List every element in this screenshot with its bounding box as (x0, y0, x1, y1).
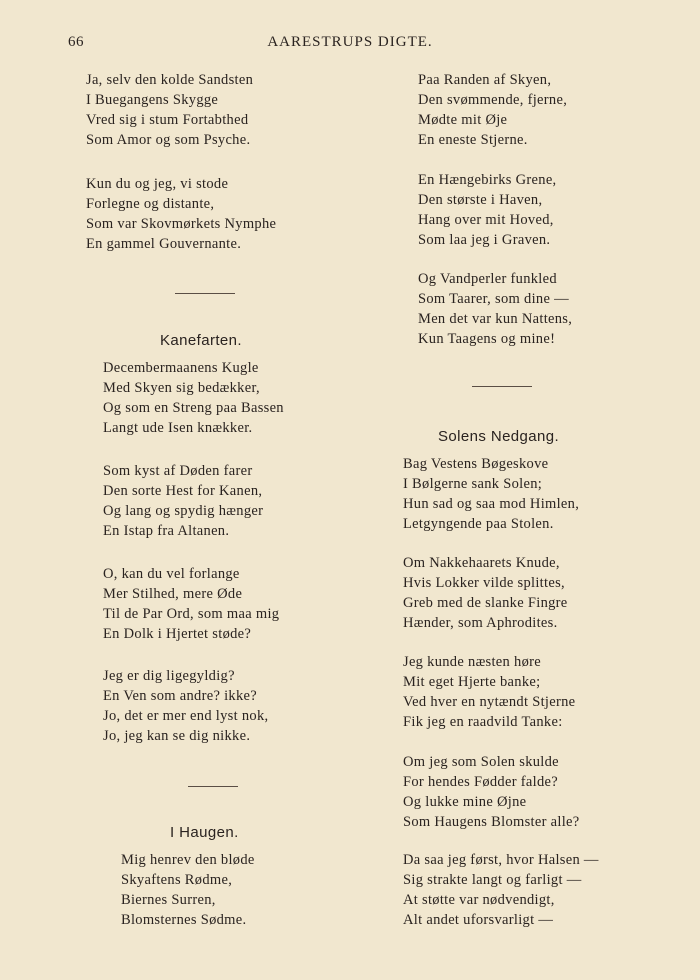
verse-line: En gammel Gouvernante. (86, 236, 242, 252)
page-number: 66 (68, 34, 84, 50)
verse-line: En eneste Stjerne. (418, 132, 528, 148)
poem-title: Kanefarten. (160, 332, 242, 349)
verse-line: Ja, selv den kolde Sandsten (86, 72, 254, 88)
verse-line: En Istap fra Altanen. (103, 523, 230, 539)
verse-line: Den svømmende, fjerne, (418, 92, 568, 108)
running-title: AARESTRUPS DIGTE. (267, 34, 433, 50)
verse-line: Biernes Surren, (121, 892, 216, 908)
verse-line: Som Amor og som Psyche. (86, 132, 251, 148)
verse-line: At støtte var nødvendigt, (403, 892, 555, 908)
section-divider (175, 293, 235, 294)
verse-line: Som laa jeg i Graven. (418, 232, 551, 248)
verse-line: Da saa jeg først, hvor Halsen — (403, 852, 599, 868)
verse-line: Og lang og spydig hænger (103, 503, 264, 519)
verse-line: Som Taarer, som dine — (418, 291, 569, 307)
verse-line: Vred sig i stum Fortabthed (86, 112, 249, 128)
verse-line: Skyaftens Rødme, (121, 872, 233, 888)
verse-line: Om Nakkehaarets Knude, (403, 555, 560, 571)
verse-line: For hendes Fødder falde? (403, 774, 558, 790)
verse-line: I Buegangens Skygge (86, 92, 219, 108)
verse-line: Forlegne og distante, (86, 196, 215, 212)
verse-line: Som Haugens Blomster alle? (403, 814, 580, 830)
verse-line: Som var Skovmørkets Nymphe (86, 216, 277, 232)
verse-line: Den sorte Hest for Kanen, (103, 483, 263, 499)
verse-line: O, kan du vel forlange (103, 566, 240, 582)
verse-line: Kun du og jeg, vi stode (86, 176, 229, 192)
verse-line: Jeg kunde næsten høre (403, 654, 541, 670)
verse-line: Og lukke mine Øjne (403, 794, 527, 810)
verse-line: Jo, jeg kan se dig nikke. (103, 728, 251, 744)
verse-line: En Ven som andre? ikke? (103, 688, 258, 704)
verse-line: Men det var kun Nattens, (418, 311, 573, 327)
verse-line: Hun sad og saa mod Himlen, (403, 496, 580, 512)
verse-line: Med Skyen sig bedækker, (103, 380, 260, 396)
poem-title: I Haugen. (170, 824, 239, 841)
verse-line: I Bølgerne sank Solen; (403, 476, 543, 492)
verse-line: Mer Stilhed, mere Øde (103, 586, 243, 602)
section-divider (188, 786, 238, 787)
verse-line: Den største i Haven, (418, 192, 543, 208)
poem-title: Solens Nedgang. (438, 428, 560, 445)
verse-line: Bag Vestens Bøgeskove (403, 456, 549, 472)
verse-line: Hang over mit Hoved, (418, 212, 554, 228)
verse-line: Letgyngende paa Stolen. (403, 516, 554, 532)
verse-line: Jo, det er mer end lyst nok, (103, 708, 269, 724)
verse-line: Fik jeg en raadvild Tanke: (403, 714, 563, 730)
verse-line: Langt ude Isen knækker. (103, 420, 253, 436)
verse-line: Mig henrev den bløde (121, 852, 255, 868)
verse-line: Og Vandperler funkled (418, 271, 557, 287)
page-header (0, 34, 700, 56)
verse-line: Som kyst af Døden farer (103, 463, 253, 479)
verse-line: Mødte mit Øje (418, 112, 508, 128)
verse-line: Hvis Lokker vilde splittes, (403, 575, 565, 591)
verse-line: Og som en Streng paa Bassen (103, 400, 284, 416)
verse-line: Jeg er dig ligegyldig? (103, 668, 235, 684)
verse-line: Greb med de slanke Fingre (403, 595, 568, 611)
verse-line: Blomsternes Sødme. (121, 912, 247, 928)
verse-line: Ved hver en nytændt Stjerne (403, 694, 576, 710)
verse-line: Paa Randen af Skyen, (418, 72, 552, 88)
verse-line: En Dolk i Hjertet støde? (103, 626, 252, 642)
verse-line: Decembermaanens Kugle (103, 360, 259, 376)
verse-line: Sig strakte langt og farligt — (403, 872, 582, 888)
verse-line: Mit eget Hjerte banke; (403, 674, 541, 690)
verse-line: Om jeg som Solen skulde (403, 754, 559, 770)
verse-line: Hænder, som Aphrodites. (403, 615, 558, 631)
verse-line: Alt andet uforsvarligt — (403, 912, 554, 928)
verse-line: En Hængebirks Grene, (418, 172, 557, 188)
verse-line: Kun Taagens og mine! (418, 331, 556, 347)
section-divider (472, 386, 532, 387)
verse-line: Til de Par Ord, som maa mig (103, 606, 280, 622)
